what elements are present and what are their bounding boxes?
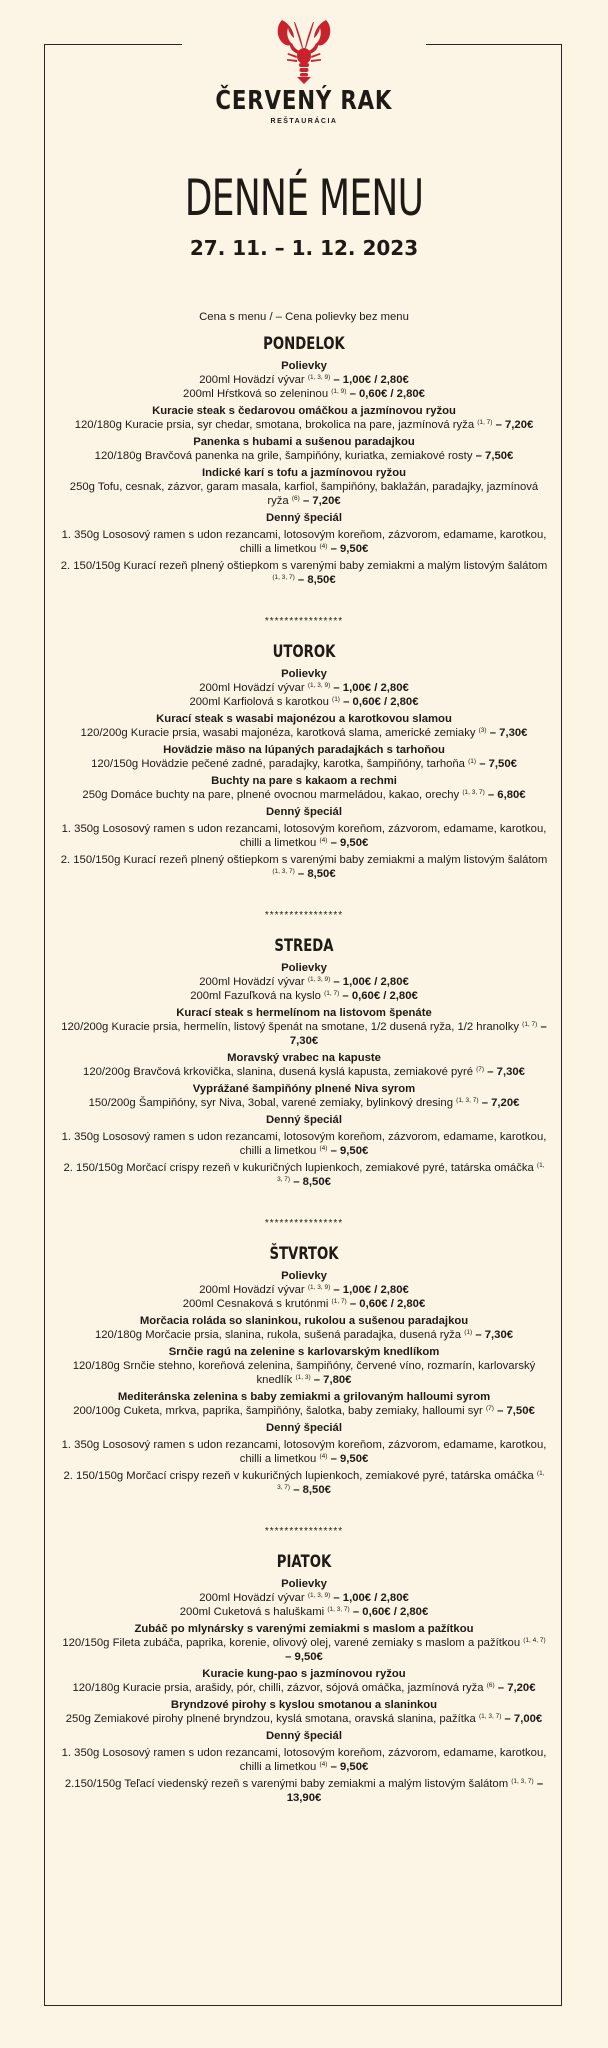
soup-item: [60, 1591, 548, 1605]
day-section: [60, 333, 548, 587]
price: – 1,00€ / 2,80€: [333, 1592, 409, 1604]
allergens: (6): [486, 1682, 495, 1689]
price: – 7,20€: [497, 1682, 536, 1694]
dish-title: Indické karí s tofu a jazmínovou ryžou: [201, 467, 407, 479]
allergens: (1, 3, 9): [307, 976, 331, 983]
price: – 9,50€: [330, 1761, 369, 1773]
brand-name: ČERVENÝ RAK: [215, 86, 393, 116]
allergens: (6): [291, 495, 300, 502]
special-item: [60, 853, 548, 881]
item-text: 120/180g Srnčie stehno, koreňová zelenina, šampiňóny, červené víno, rozmarín, karlovarský knedlík: [72, 1360, 536, 1386]
dish-description: [60, 1096, 548, 1110]
soups-heading: Polievky: [281, 1270, 327, 1282]
allergens: (1, 3, 7): [277, 1162, 545, 1183]
price: – 7,50€: [475, 450, 514, 462]
special-item: [60, 1469, 548, 1497]
brand-subtitle: REŠTAURÁCIA: [270, 118, 338, 125]
dish-description: [60, 1359, 548, 1387]
dish-title: Kuracie steak s čedarovou omáčkou a jazmínovou ryžou: [152, 405, 456, 417]
day-heading: PIATOK: [276, 1552, 332, 1572]
special-heading: Denný špeciál: [266, 512, 342, 524]
item-text: 250g Tofu, cesnak, zázvor, garam masala, karfiol, šampiňóny, baklažán, paradajky, jazmínová ryža: [69, 481, 539, 507]
special-heading: Denný špeciál: [266, 1114, 342, 1126]
dish-description: [60, 1065, 548, 1079]
allergens: (1, 7): [331, 1298, 347, 1305]
allergens: (7): [485, 1405, 494, 1412]
allergens: (1, 3): [295, 1374, 311, 1381]
item-text: 1. 350g Lososový ramen s udon rezancami, lotosovým koreňom, zázvorom, edamame, karotkou, chilli a limetkou: [61, 1439, 547, 1465]
price: – 8,50€: [293, 1484, 331, 1496]
price: – 9,50€: [330, 1145, 369, 1157]
allergens: (1, 7): [477, 419, 493, 426]
allergens: (1, 3, 7): [327, 1606, 350, 1613]
page-title: DENNÉ MENU: [184, 169, 424, 227]
price: – 0,60€ / 2,80€: [349, 388, 425, 400]
special-item: [60, 1746, 548, 1774]
dish-description: [60, 1020, 548, 1048]
dish-title: Bryndzové pirohy s kyslou smotanou a slaninkou: [170, 1699, 438, 1711]
special-heading: Denný špeciál: [266, 1422, 342, 1434]
allergens: (1): [332, 696, 340, 703]
price: – 6,80€: [487, 789, 526, 801]
allergens: (1, 3, 9): [307, 1284, 331, 1291]
allergens: (1, 3, 9): [307, 1592, 331, 1599]
dish-description: [60, 1404, 548, 1418]
separator: ****************: [264, 910, 344, 921]
item-text: 200ml Cuketová s haluškami: [179, 1606, 325, 1618]
dish-title: Zubáč po mlynársky s varenými zemiakmi s maslom a pažítkou: [134, 1623, 474, 1635]
price: – 0,60€ / 2,80€: [342, 990, 418, 1002]
special-heading: Denný špeciál: [266, 1730, 342, 1742]
day-section: [60, 935, 548, 1189]
day-section: [60, 1243, 548, 1497]
dish-description: [60, 480, 548, 508]
item-text: 200/100g Cuketa, mrkva, paprika, šampiňóny, šalotka, baby zemiaky, halloumi syr: [73, 1405, 483, 1417]
allergens: (4): [319, 1761, 328, 1768]
price-legend: Cena s menu / – Cena polievky bez menu: [199, 311, 409, 323]
price: – 7,20€: [302, 495, 341, 507]
price: – 7,50€: [497, 1405, 535, 1417]
soup-item: [60, 1297, 548, 1311]
dish-title: Mediteránska zelenina s baby zemiakmi a grilovaným halloumi syrom: [117, 1391, 491, 1403]
dish-title: Panenka s hubami a sušenou paradajkou: [193, 436, 415, 448]
allergens: (1, 3, 7): [462, 789, 485, 796]
item-text: 2. 150/150g Kurací rezeň plnený oštiepkom s varenými baby zemiakmi a malým listovým šalátom: [60, 854, 548, 866]
soup-item: [60, 681, 548, 695]
price: – 1,00€ / 2,80€: [333, 976, 409, 988]
item-text: 120/200g Bravčová krkovička, slanina, dusená kyslá kapusta, zemiakové pyré: [83, 1066, 473, 1078]
dish-title: Morčacia roláda so slaninkou, rukolou a sušenou paradajkou: [139, 1315, 469, 1327]
soups-heading: Polievky: [281, 668, 327, 680]
price: – 7,30€: [289, 1021, 547, 1047]
allergens: (1, 7): [522, 1021, 538, 1028]
dish-title: Srnčie ragú na zelenine s karlovarským knedlíkom: [168, 1346, 440, 1358]
item-text: 1. 350g Lososový ramen s udon rezancami, lotosovým koreňom, zázvorom, edamame, karotkou, chilli a limetkou: [61, 1747, 547, 1773]
item-text: 150/200g Šampiňóny, syr Niva, 3obal, varené zemiaky, bylinkový dresing: [88, 1097, 454, 1109]
allergens: (1, 7): [324, 990, 340, 997]
soup-item: [60, 387, 548, 401]
price: – 9,50€: [330, 837, 369, 849]
item-text: 200ml Hovädzí vývar: [199, 1284, 305, 1296]
crayfish-icon: [272, 16, 336, 84]
soup-item: [60, 989, 548, 1003]
item-text: 120/200g Kuracie prsia, hermelín, listový špenát na smotane, 1/2 dusená ryža, 1/2 hranolky: [61, 1021, 520, 1033]
price: – 0,60€ / 2,80€: [343, 696, 419, 708]
allergens: (4): [319, 837, 328, 844]
item-text: 200ml Fazuľková na kyslo: [190, 990, 321, 1002]
allergens: (1, 3, 7): [272, 868, 295, 875]
item-text: 1. 350g Lososový ramen s udon rezancami, lotosovým koreňom, zázvorom, edamame, karotkou, chilli a limetkou: [61, 1131, 547, 1157]
special-item: [60, 559, 548, 587]
item-text: 120/180g Bravčová panenka na grile, šampiňóny, kuriatka, zemiakové rosty: [94, 450, 473, 462]
special-heading: Denný špeciál: [266, 806, 342, 818]
allergens: (1, 3, 9): [307, 374, 331, 381]
price: – 7,30€: [489, 727, 528, 739]
allergens: (1): [464, 1329, 473, 1336]
item-text: 120/150g Fileta zubáča, paprika, korenie, olivový olej, varené zemiaky s maslom a pažítkou: [62, 1637, 521, 1649]
item-text: 2. 150/150g Morčací crispy rezeň v kukuričných lupienkoch, zemiakové pyré, tatárska omáčka: [63, 1470, 534, 1482]
price: – 7,20€: [495, 419, 534, 431]
item-text: 120/200g Kuracie prsia, wasabi majonéza, karotková slama, americké zemiaky: [80, 727, 476, 739]
item-text: 200ml Hovädzí vývar: [199, 682, 305, 694]
soups-heading: Polievky: [281, 360, 327, 372]
allergens: (1, 3, 7): [478, 1713, 502, 1720]
separator: ****************: [264, 1218, 344, 1229]
item-text: 200ml Hŕstková so zeleninou: [183, 388, 329, 400]
price: – 1,00€ / 2,80€: [333, 682, 409, 694]
special-item: [60, 1161, 548, 1189]
menu-content: [60, 310, 548, 1805]
price: – 7,20€: [481, 1097, 520, 1109]
dish-description: [60, 726, 548, 740]
dish-title: Moravský vrabec na kapuste: [227, 1052, 381, 1064]
item-text: 2. 150/150g Morčací crispy rezeň v kukuričných lupienkoch, zemiakové pyré, tatárska omáčka: [63, 1162, 534, 1174]
item-text: 120/180g Morčacie prsia, slanina, rukola, sušená paradajka, dusená ryža: [94, 1329, 462, 1341]
menu-dates: 27. 11. – 1. 12. 2023: [189, 236, 419, 260]
item-text: 200ml Hovädzí vývar: [199, 374, 305, 386]
price: – 0,60€ / 2,80€: [352, 1606, 429, 1618]
allergens: (4): [319, 1453, 328, 1460]
price: – 9,50€: [330, 543, 369, 555]
item-text: 2.150/150g Teľací viedenský rezeň s varenými baby zemiakmi a malým listovým šalátom: [64, 1778, 509, 1790]
item-text: 200ml Cesnaková s krutónmi: [182, 1298, 329, 1310]
special-item: [60, 528, 548, 556]
price: – 7,50€: [479, 758, 517, 770]
price: – 9,50€: [330, 1453, 369, 1465]
item-text: 250g Domáce buchty na pare, plnené ovocnou marmeládou, kakao, orechy: [82, 789, 460, 801]
price: – 8,50€: [293, 1176, 331, 1188]
dish-title: Hovädzie mäso na lúpaných paradajkách s tarhoňou: [163, 744, 445, 756]
soups-heading: Polievky: [281, 962, 327, 974]
allergens: (1, 3, 7): [456, 1097, 479, 1104]
soup-item: [60, 1605, 548, 1619]
allergens: (1, 3, 7): [272, 574, 295, 581]
allergens: (1, 3, 7): [511, 1778, 534, 1785]
price: – 1,00€ / 2,80€: [333, 1284, 409, 1296]
days-list: [60, 333, 548, 1805]
price: – 0,60€ / 2,80€: [349, 1298, 426, 1310]
price: – 7,30€: [487, 1066, 525, 1078]
day-heading: ŠTVRTOK: [269, 1244, 339, 1264]
item-text: 250g Zemiakové pirohy plnené bryndzou, kyslá smotana, oravská slanina, pažítka: [65, 1713, 476, 1725]
allergens: (1, 3, 7): [277, 1470, 545, 1491]
special-item: [60, 1777, 548, 1805]
allergens: (1, 3, 9): [307, 682, 331, 689]
allergens: (3): [478, 727, 487, 734]
item-text: 1. 350g Lososový ramen s udon rezancami, lotosovým koreňom, zázvorom, edamame, karotkou, chilli a limetkou: [61, 823, 547, 849]
item-text: 2. 150/150g Kurací rezeň plnený oštiepkom s varenými baby zemiakmi a malým listovým šalátom: [60, 560, 548, 572]
dish-description: [60, 449, 548, 463]
allergens: (1): [468, 758, 477, 765]
day-section: [60, 641, 548, 881]
day-heading: STREDA: [274, 936, 334, 956]
special-item: [60, 1130, 548, 1158]
dish-description: [60, 1636, 548, 1664]
item-text: 120/180g Kuracie prsia, arašidy, pór, chilli, zázvor, sójová omáčka, jazmínová ryža: [72, 1682, 484, 1694]
soup-item: [60, 1283, 548, 1297]
price: – 7,80€: [313, 1374, 352, 1386]
item-text: 120/150g Hovädzie pečené zadné, paradajky, karotka, šampiňóny, tarhoňa: [91, 758, 465, 770]
dish-description: [60, 418, 548, 432]
day-heading: UTOROK: [272, 642, 336, 662]
dish-title: Kurací steak s wasabi majonézou a karotkovou slamou: [156, 713, 452, 725]
soups-heading: Polievky: [281, 1578, 327, 1590]
item-text: 200ml Hovädzí vývar: [199, 976, 305, 988]
dish-title: Kuracie kung-pao s jazmínovou ryžou: [202, 1668, 406, 1680]
allergens: (1, 9): [331, 388, 347, 395]
separator: ****************: [264, 616, 344, 627]
dish-title: Buchty na pare s kakaom a rechmi: [211, 775, 397, 787]
allergens: (7): [476, 1066, 485, 1073]
dish-description: [60, 1681, 548, 1695]
soup-item: [60, 975, 548, 989]
item-text: 200ml Karfiolová s karotkou: [189, 696, 329, 708]
allergens: (4): [319, 1145, 328, 1152]
day-section: [60, 1551, 548, 1805]
item-text: 120/180g Kuracie prsia, syr chedar, smotana, brokolica na pare, jazmínová ryža: [74, 419, 475, 431]
price: – 9,50€: [285, 1651, 323, 1663]
allergens: (1, 4, 7): [523, 1637, 546, 1644]
price: – 7,30€: [475, 1329, 514, 1341]
dish-description: [60, 788, 548, 802]
dish-title: Vyprážané šampiňóny plnené Niva syrom: [192, 1083, 416, 1095]
dish-description: [60, 1712, 548, 1726]
price: – 8,50€: [297, 868, 336, 880]
price: – 7,00€: [504, 1713, 543, 1725]
price: – 1,00€ / 2,80€: [333, 374, 409, 386]
special-item: [60, 822, 548, 850]
logo: [0, 16, 608, 128]
price: – 8,50€: [297, 574, 336, 586]
allergens: (4): [319, 543, 328, 550]
soup-item: [60, 373, 548, 387]
separator: ****************: [264, 1526, 344, 1537]
dish-title: Kurací steak s hermelínom na listovom špenáte: [176, 1007, 432, 1019]
item-text: 200ml Hovädzí vývar: [199, 1592, 305, 1604]
day-heading: PONDELOK: [263, 334, 345, 354]
soup-item: [60, 695, 548, 709]
dish-description: [60, 757, 548, 771]
item-text: 1. 350g Lososový ramen s udon rezancami, lotosovým koreňom, zázvorom, edamame, karotkou, chilli a limetkou: [61, 529, 547, 555]
price: – 13,90€: [286, 1778, 544, 1804]
dish-description: [60, 1328, 548, 1342]
special-item: [60, 1438, 548, 1466]
